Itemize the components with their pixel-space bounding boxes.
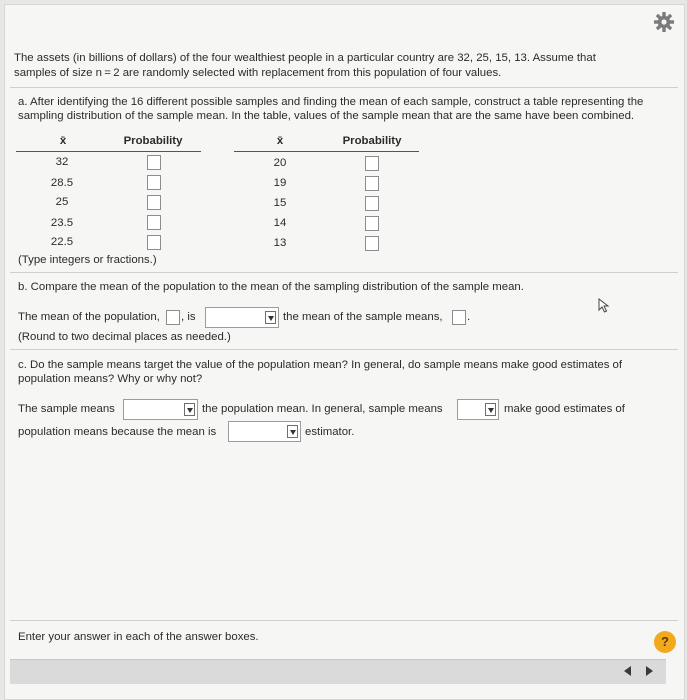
probability-input[interactable] [365,176,379,191]
table-header-rule-left [16,151,201,152]
probability-input[interactable] [147,215,161,230]
part-c-text-4: population means because the mean is [18,426,217,438]
probability-input[interactable] [147,175,161,190]
part-b-question: b. Compare the mean of the population to the mean of the sampling distribution of the sample mean. [18,281,524,293]
xbar-value: 15 [273,197,287,209]
part-b-text-1: The mean of the population, [18,311,160,323]
part-a-hint: (Type integers or fractions.) [18,254,157,266]
dropdown-arrow-icon [265,311,276,324]
next-arrow-icon[interactable] [640,662,658,680]
part-c-line-2: population means? Why or why not? [18,373,203,385]
target-select[interactable] [123,399,198,420]
probability-input[interactable] [365,156,379,171]
part-a-line-2: sampling distribution of the sample mean. In the table, values of the sample mean that are the same have been combined. [18,110,635,122]
answer-instruction: Enter your answer in each of the answer boxes. [18,631,259,643]
divider [10,349,678,350]
part-c-text-1: The sample means [18,403,115,415]
probability-input[interactable] [147,195,161,210]
part-c-line-1: c. Do the sample means target the value of the population mean? In general, do sample means make good estimates of [18,359,623,371]
xbar-value: 22.5 [50,236,74,248]
xbar-value: 23.5 [50,217,74,229]
comparison-select[interactable] [205,307,279,328]
divider [10,272,678,273]
help-icon[interactable]: ? [654,631,676,653]
part-b-text-3: the mean of the sample means, [283,311,443,323]
sample-means-mean-input[interactable] [452,310,466,325]
xbar-value: 19 [273,177,287,189]
intro-line-2: samples of size n = 2 are randomly selected with replacement from this population of four values. [14,67,502,79]
xbar-value: 28.5 [50,177,74,189]
dropdown-arrow-icon [485,403,496,416]
probability-input[interactable] [365,196,379,211]
probability-input[interactable] [365,216,379,231]
gear-icon[interactable] [652,10,676,34]
part-b-text-2: , is [181,311,196,323]
table-header-rule-right [234,151,419,152]
estimator-select[interactable] [228,421,301,442]
probability-input[interactable] [147,155,161,170]
divider [10,620,678,621]
xbar-header-right: x̄ [276,135,284,147]
xbar-value: 32 [55,156,69,168]
xbar-value: 14 [273,217,287,229]
mouse-cursor-icon [597,298,611,314]
xbar-value: 20 [273,157,287,169]
dropdown-arrow-icon [287,425,298,438]
xbar-value: 13 [273,237,287,249]
navigation-bar [10,659,666,684]
prev-arrow-icon[interactable] [619,662,637,680]
part-b-hint: (Round to two decimal places as needed.) [18,331,231,343]
part-b-text-4: . [467,311,471,323]
estimate-select[interactable] [457,399,499,420]
probability-input[interactable] [365,236,379,251]
population-mean-input[interactable] [166,310,180,325]
intro-line-1: The assets (in billions of dollars) of the four wealthiest people in a particular country are 32, 25, 15, 13. Assume that [14,52,596,64]
xbar-header-left: x̄ [59,135,67,147]
part-c-text-2: the population mean. In general, sample means [202,403,443,415]
probability-header-left: Probability [123,135,183,147]
probability-input[interactable] [147,235,161,250]
part-a-line-1: a. After identifying the 16 different possible samples and finding the mean of each sample, construct a table representing the [18,96,644,108]
divider [10,87,678,88]
probability-header-right: Probability [342,135,402,147]
part-c-text-5: estimator. [305,426,355,438]
part-c-text-3: make good estimates of [504,403,625,415]
dropdown-arrow-icon [184,403,195,416]
xbar-value: 25 [55,196,69,208]
